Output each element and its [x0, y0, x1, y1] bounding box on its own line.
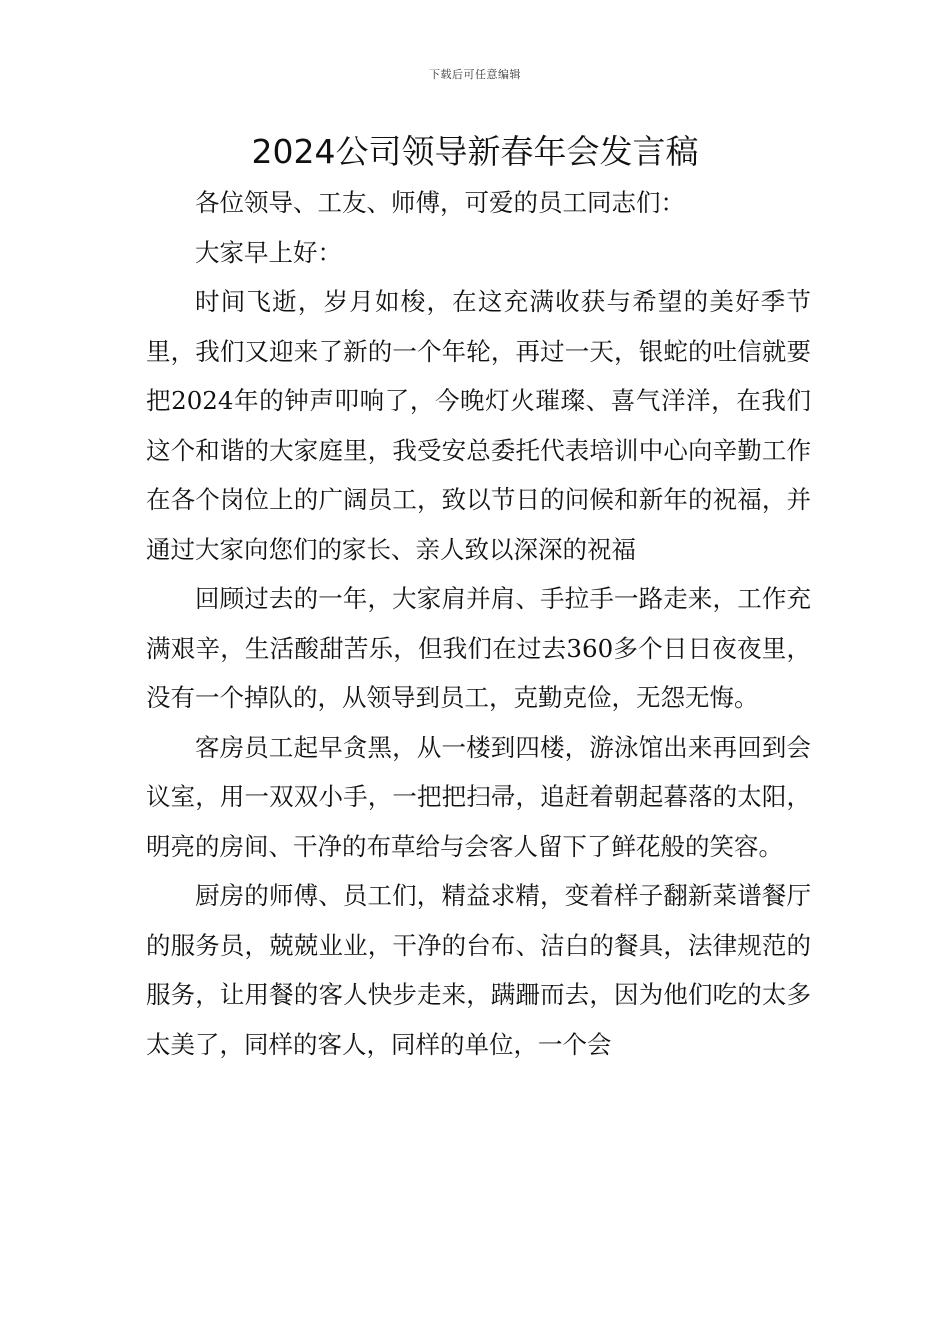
paragraph-greeting: 大家早上好：: [195, 237, 342, 267]
document-body: [146, 178, 811, 1069]
paragraph-opening: 时间飞逝，岁月如梭，在这充满收获与希望的美好季节里，我们又迎来了新的一个年轮，再过一天，银蛇的吐信就要把2024年的钟声叩响了，今晚灯火璀璨、喜气洋洋，在我们这个和谐的大家庭里，我受安总委托代表培训中心向辛勤工作在各个岗位上的广阔员工，致以节日的问候和新年的祝福，并通过大家向您们的家长、亲人致以深深的祝福: [146, 287, 811, 564]
paragraph-kitchen: 厨房的师傅、员工们，精益求精，变着样子翻新菜谱餐厅的服务员，兢兢业业，干净的台布、洁白的餐具，法律规范的服务，让用餐的客人快步走来，蹒跚而去，因为他们吃的太多太美了，同样的客人，同样的单位，一个会: [146, 881, 811, 1059]
paragraph-review: 回顾过去的一年，大家肩并肩、手拉手一路走来，工作充满艰辛，生活酸甜苦乐，但我们在过去360多个日日夜夜里，没有一个掉队的，从领导到员工，克勤克俭，无怨无悔。: [146, 584, 811, 712]
document-title: 2024公司领导新春年会发言稿: [251, 132, 699, 171]
paragraph-salutation: 各位领导、工友、师傅，可爱的员工同志们：: [195, 188, 685, 217]
paragraph-housekeeping: 客房员工起早贪黑，从一楼到四楼，游泳馆出来再回到会议室，用一双双小手，一把把扫帚，追赶着朝起暮落的太阳，明亮的房间、干净的布草给与会客人留下了鲜花般的笑容。: [146, 732, 811, 861]
header-note: 下载后可任意编辑: [429, 68, 521, 81]
